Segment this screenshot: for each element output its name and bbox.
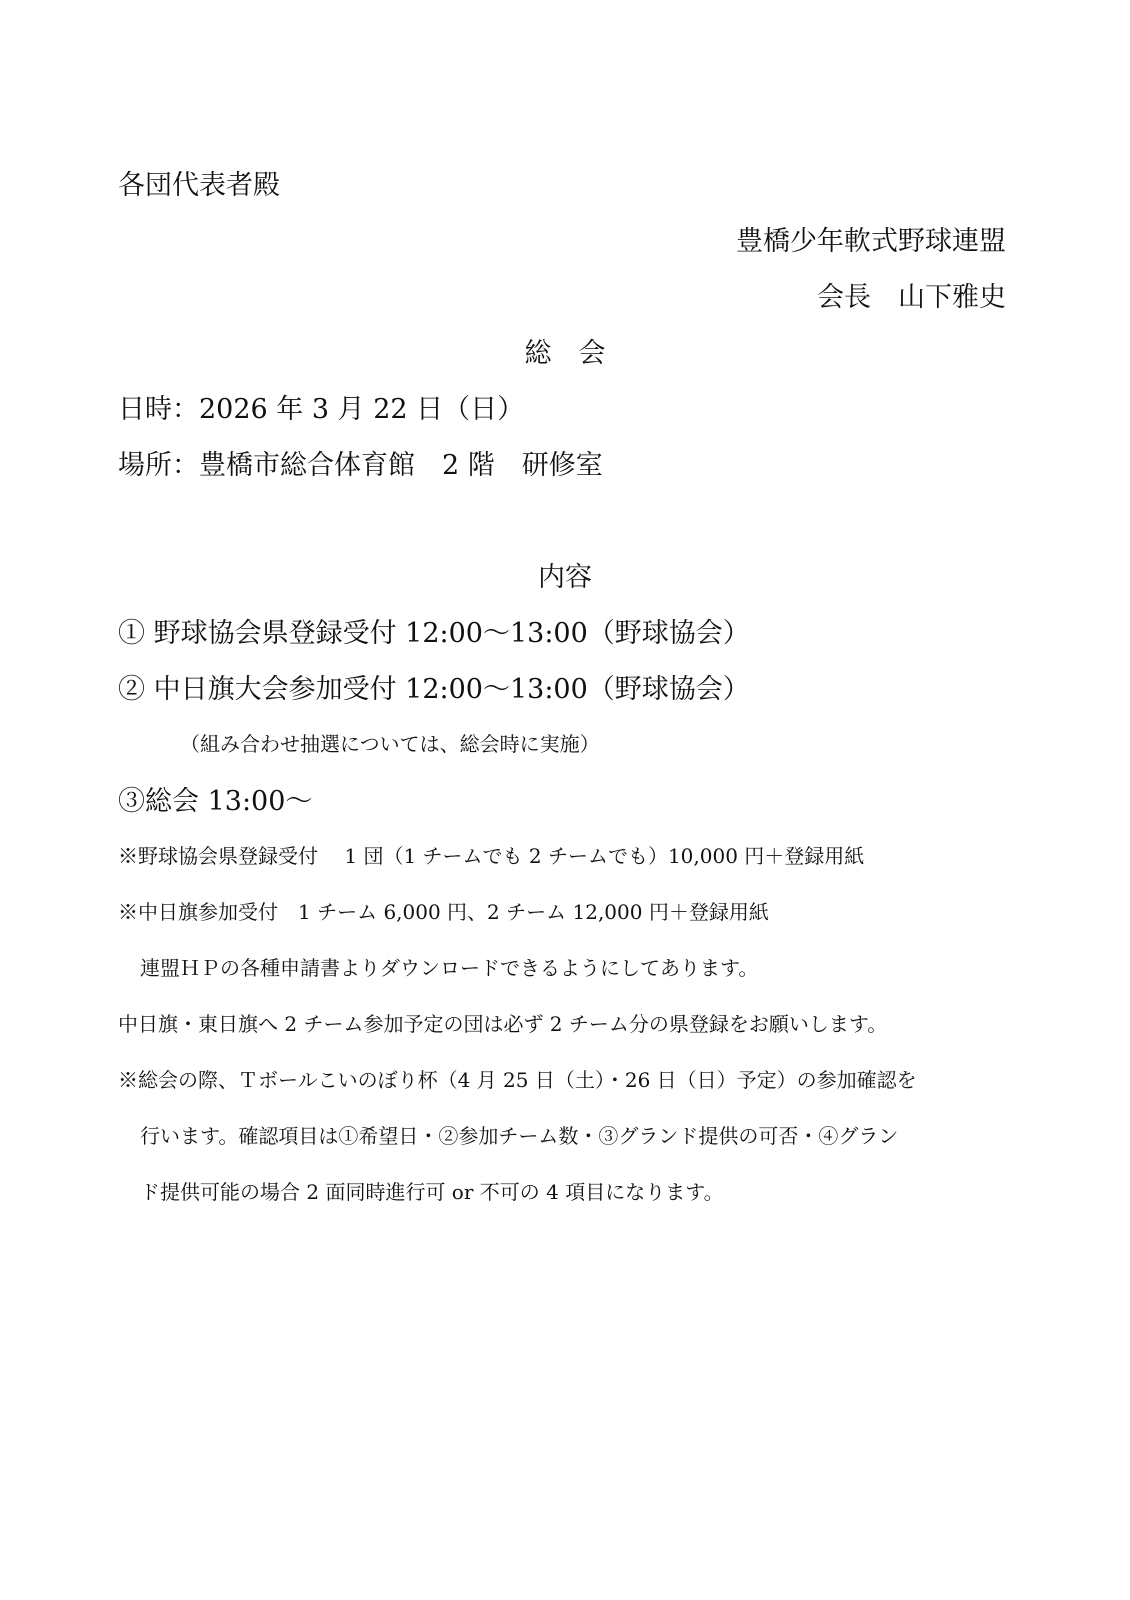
agenda-item: ③総会 13:00～ (118, 786, 313, 817)
addressee: 各団代表者殿 (118, 170, 280, 201)
contents-heading: 内容 (538, 562, 592, 593)
agenda-item: ② 中日旗大会参加受付 12:00～13:00（野球協会） (118, 674, 750, 705)
note-line: 行います。確認項目は①希望日・②参加チーム数・③グランド提供の可否・④グラン (140, 1124, 899, 1148)
note-line: 中日旗・東日旗へ 2 チーム参加予定の団は必ず 2 チーム分の県登録をお願いします。 (118, 1012, 888, 1036)
note-line: ※中日旗参加受付 1 チーム 6,000 円、2 チーム 12,000 円＋登録用紙 (118, 900, 769, 924)
meeting-location: 場所：豊橋市総合体育館 2 階 研修室 (118, 450, 603, 481)
sender-organization: 豊橋少年軟式野球連盟 (736, 226, 1006, 257)
agenda-item-note: （組み合わせ抽選については、総会時に実施） (180, 732, 600, 756)
note-line: ※野球協会県登録受付 1 団（1 チームでも 2 チームでも）10,000 円＋登録用紙 (118, 844, 865, 868)
meeting-datetime: 日時：2026 年 3 月 22 日（日） (118, 394, 525, 425)
agenda-item: ① 野球協会県登録受付 12:00～13:00（野球協会） (118, 618, 750, 649)
note-line: ※総会の際、Ｔボールこいのぼり杯（4 月 25 日（土）・26 日（日）予定）の参加確認を (118, 1068, 917, 1092)
note-line: 連盟ＨＰの各種申請書よりダウンロードできるようにしてあります。 (140, 956, 759, 980)
sender-president: 会長 山下雅史 (817, 282, 1006, 313)
note-line: ド提供可能の場合 2 面同時進行可 or 不可の 4 項目になります。 (140, 1180, 724, 1204)
document-title: 総 会 (524, 338, 606, 369)
